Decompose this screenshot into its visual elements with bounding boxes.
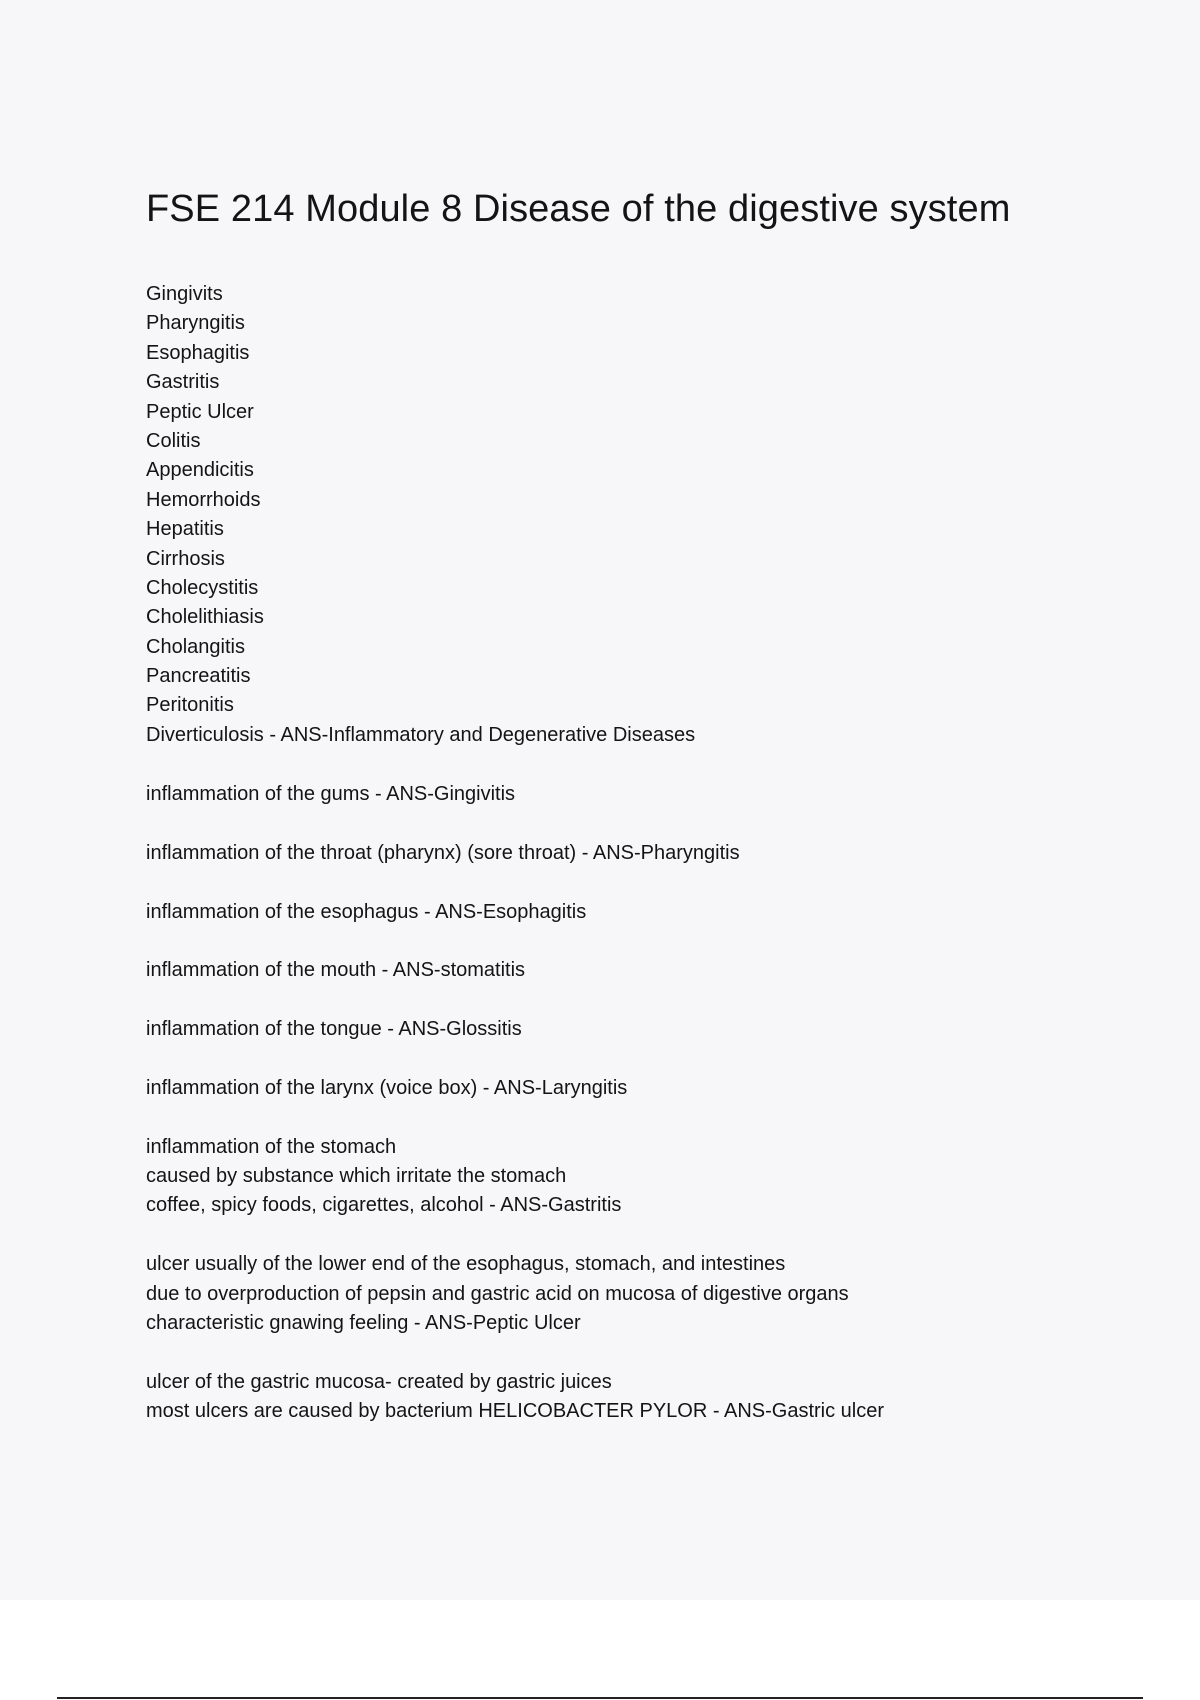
document-title: FSE 214 Module 8 Disease of the digestive system <box>146 188 1011 230</box>
qa-line: inflammation of the larynx (voice box) - ANS-Laryngitis <box>146 1076 628 1099</box>
qa-line: coffee, spicy foods, cigarettes, alcohol - ANS-Gastritis <box>146 1194 622 1217</box>
qa-item <box>146 1074 884 1103</box>
qa-item <box>146 1368 884 1427</box>
qa-item <box>146 839 884 868</box>
qa-line: due to overproduction of pepsin and gastric acid on mucosa of digestive organs <box>146 1282 849 1305</box>
topic-list-item: Cirrhosis <box>146 547 225 570</box>
qa-line: characteristic gnawing feeling - ANS-Peptic Ulcer <box>146 1312 581 1335</box>
topic-list-item: Colitis <box>146 429 201 452</box>
qa-item <box>146 1015 884 1044</box>
qa-line: caused by substance which irritate the stomach <box>146 1165 567 1188</box>
topic-list-item: Gastritis <box>146 371 220 394</box>
qa-line: inflammation of the tongue - ANS-Glossitis <box>146 1018 522 1041</box>
topic-list-item: Cholecystitis <box>146 576 259 599</box>
topic-list-item: Peptic Ulcer <box>146 400 254 423</box>
topic-list-item: Esophagitis <box>146 341 250 364</box>
topic-list <box>146 280 695 750</box>
qa-line: inflammation of the esophagus - ANS-Esophagitis <box>146 900 587 923</box>
qa-line: ulcer of the gastric mucosa- created by gastric juices <box>146 1370 612 1393</box>
qa-line: inflammation of the throat (pharynx) (sore throat) - ANS-Pharyngitis <box>146 841 740 864</box>
topic-list-item: Pancreatitis <box>146 665 251 688</box>
topic-list-item: Diverticulosis - ANS-Inflammatory and Degenerative Diseases <box>146 723 696 746</box>
topic-list-item: Cholangitis <box>146 635 245 658</box>
qa-item <box>146 1133 884 1221</box>
qa-item <box>146 780 884 809</box>
qa-line: inflammation of the mouth - ANS-stomatitis <box>146 959 526 982</box>
topic-list-item: Appendicitis <box>146 459 254 482</box>
topic-list-item: Pharyngitis <box>146 312 245 335</box>
qa-item <box>146 1250 884 1338</box>
qa-line: ulcer usually of the lower end of the esophagus, stomach, and intestines <box>146 1253 786 1276</box>
qa-line: most ulcers are caused by bacterium HELICOBACTER PYLOR - ANS-Gastric ulcer <box>146 1400 885 1423</box>
qa-line: inflammation of the gums - ANS-Gingivitis <box>146 783 516 805</box>
topic-list-item: Hemorrhoids <box>146 488 261 511</box>
topic-list-item: Cholelithiasis <box>146 606 264 629</box>
qa-line: inflammation of the stomach <box>146 1135 397 1158</box>
topic-list-item: Gingivits <box>146 283 223 305</box>
topic-list-item: Peritonitis <box>146 694 234 717</box>
qa-item <box>146 898 884 927</box>
qa-item <box>146 956 884 985</box>
qa-blocks <box>146 780 884 1456</box>
footer-divider <box>57 1697 1143 1699</box>
topic-list-item: Hepatitis <box>146 518 224 541</box>
